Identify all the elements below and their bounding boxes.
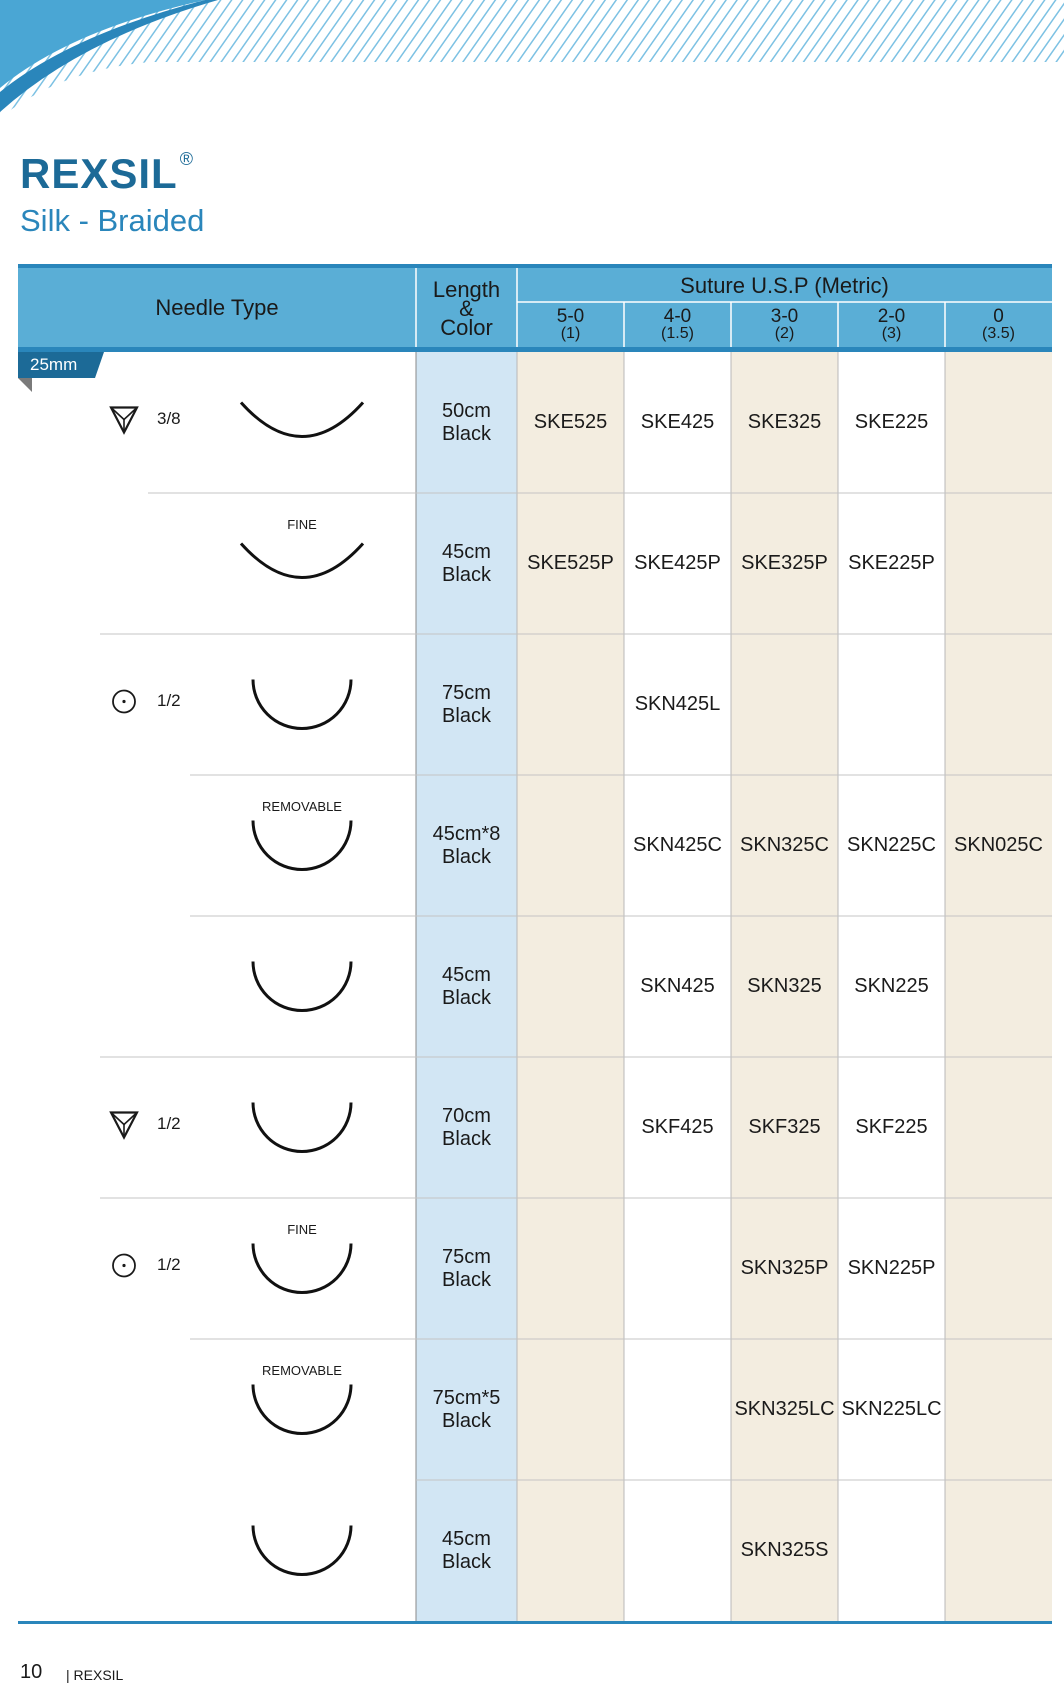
product-code: SKN225P (847, 1257, 936, 1279)
length-color-cell (416, 916, 517, 1057)
product-code: SKF225 (855, 1116, 928, 1138)
registered-mark: ® (179, 149, 194, 169)
brand-subtitle: Silk - Braided (20, 203, 205, 238)
length-header-line3: Color (440, 314, 493, 340)
color-value: Black (442, 845, 491, 868)
tag-fold (18, 378, 32, 392)
product-code: SKE225 (854, 411, 929, 433)
needle-label: REMOVABLE (262, 1363, 342, 1378)
length-color-cell (416, 775, 517, 916)
size-usp: 4-0 (663, 305, 692, 327)
size-header-3 (838, 302, 945, 347)
product-code: SKE325 (747, 411, 822, 433)
table-bottom-rule (18, 1621, 1052, 1624)
product-code: SKE225P (848, 552, 935, 574)
needle-curve-1-2 (253, 821, 351, 870)
needle-curve-1-2 (253, 1385, 351, 1434)
needle-curve-3-8 (241, 544, 363, 578)
product-code: SKE525P (527, 552, 614, 574)
needle-type-header: Needle Type (155, 295, 279, 320)
length-header-line2: & (459, 295, 474, 321)
length-color-cell (416, 634, 517, 775)
needle-curve-1-2 (253, 1244, 351, 1293)
taper-point-icon (113, 1255, 135, 1277)
size-metric: (1.5) (661, 324, 694, 342)
product-code: SKN225 (854, 975, 929, 997)
needle-curve-1-2 (253, 680, 351, 729)
needle-curvature: 1/2 (157, 1113, 181, 1133)
size-usp: 2-0 (877, 305, 906, 327)
color-value: Black (442, 986, 491, 1009)
product-code: SKE425 (640, 411, 715, 433)
product-code: SKN425 (640, 975, 715, 997)
length-value: 45cm (442, 1527, 491, 1550)
length-color-cell (416, 1057, 517, 1198)
needle-curve-1-2 (253, 1526, 351, 1575)
size-metric: (1) (560, 324, 581, 342)
needle-curvature: 1/2 (157, 690, 181, 710)
length-color-cell (416, 352, 517, 493)
needle-curve-3-8 (241, 403, 363, 437)
product-code: SKF325 (748, 1116, 821, 1138)
length-color-cell (416, 493, 517, 634)
size-usp: 5-0 (556, 305, 585, 327)
product-code: SKE525 (533, 411, 608, 433)
color-value: Black (442, 1409, 491, 1432)
needle-length-tag: 25mm (30, 355, 78, 374)
product-code: SKN225LC (841, 1398, 942, 1420)
page-number: 10 (20, 1661, 43, 1683)
color-value: Black (442, 563, 491, 586)
product-code: SKN325S (740, 1539, 829, 1561)
product-code: SKE325P (741, 552, 828, 574)
color-value: Black (442, 1550, 491, 1573)
needle-curvature: 1/2 (157, 1254, 181, 1274)
color-value: Black (442, 1268, 491, 1291)
length-value: 45cm (442, 540, 491, 563)
product-code: SKN325LC (734, 1398, 835, 1420)
length-value: 45cm*8 (432, 822, 501, 845)
size-header-1 (624, 302, 731, 347)
product-code: SKN325 (747, 975, 822, 997)
reverse-cutting-icon (111, 1113, 137, 1138)
length-value: 50cm (442, 399, 491, 422)
color-value: Black (442, 1127, 491, 1150)
size-header-0 (517, 302, 624, 347)
length-value: 75cm (442, 1245, 491, 1268)
product-code: SKN225C (847, 834, 936, 856)
needle-curve-1-2 (253, 1103, 351, 1152)
needle-label: FINE (287, 517, 317, 532)
length-value: 45cm (442, 963, 491, 986)
product-code: SKF425 (641, 1116, 714, 1138)
color-value: Black (442, 704, 491, 727)
length-color-cell (416, 1480, 517, 1621)
product-code: SKN325P (740, 1257, 829, 1279)
taper-point-icon (113, 691, 135, 713)
size-metric: (3) (881, 324, 902, 342)
product-code: SKN325C (740, 834, 829, 856)
size-header-2 (731, 302, 838, 347)
needle-label: FINE (287, 1222, 317, 1237)
color-value: Black (442, 422, 491, 445)
product-code: SKN025C (954, 834, 1043, 856)
length-header-line1: Length (432, 276, 501, 302)
brand-title: REXSIL ® (20, 149, 194, 197)
product-code: SKN425C (633, 834, 722, 856)
size-usp: 3-0 (770, 305, 799, 327)
needle-curve-1-2 (253, 962, 351, 1011)
size-usp: 0 (993, 305, 1004, 327)
needle-curvature: 3/8 (157, 408, 181, 428)
size-metric: (3.5) (982, 324, 1015, 342)
product-code: SKN425L (634, 693, 721, 715)
size-metric: (2) (774, 324, 795, 342)
size-column-bg (945, 352, 1052, 1621)
needle-label: REMOVABLE (262, 799, 342, 814)
length-color-header (416, 272, 517, 344)
length-color-cell (416, 1339, 517, 1480)
length-value: 75cm (442, 681, 491, 704)
usp-header: Suture U.S.P (Metric) (680, 273, 889, 298)
reverse-cutting-icon (111, 408, 137, 433)
size-header-4 (945, 302, 1052, 347)
product-code: SKE425P (634, 552, 721, 574)
footer-brand: | REXSIL (66, 1667, 124, 1683)
length-value: 75cm*5 (432, 1386, 501, 1409)
length-color-cell (416, 1198, 517, 1339)
length-value: 70cm (442, 1104, 491, 1127)
